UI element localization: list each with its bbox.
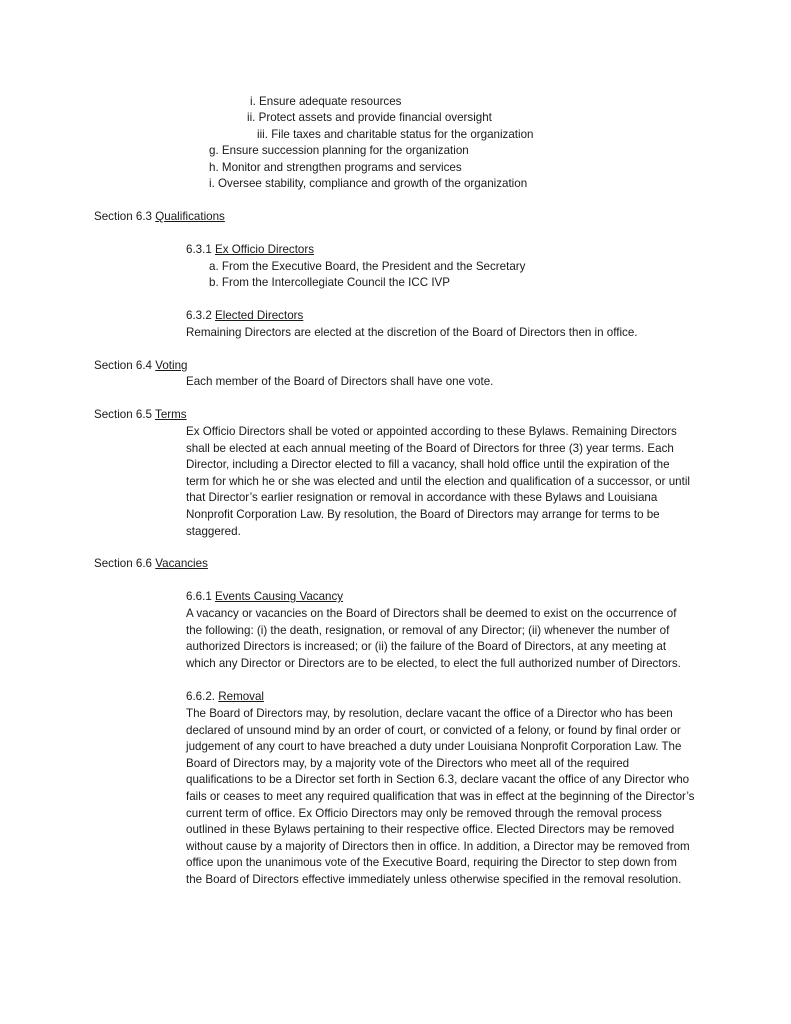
paragraph-line: qualifications to be a Director set forth in Section 6.3, declare vacant the office of any Director who [186, 773, 690, 787]
paragraph-line: The Board of Directors may, by resolution, declare vacant the office of a Director who has been [186, 707, 673, 720]
list-item: a. From the Executive Board, the President and the Secretary [209, 260, 526, 273]
terms-paragraph [186, 424, 706, 540]
list-item: i. Oversee stability, compliance and growth of the organization [209, 177, 528, 190]
paragraph-line: shall be elected at each annual meeting of the Board of Directors for three (3) year terms. Each [186, 441, 674, 455]
removal-paragraph [186, 706, 706, 889]
paragraph-line: that Director’s earlier resignation or removal in accordance with these Bylaws and Louisiana [186, 491, 658, 505]
paragraph-line: Board of Directors may, by a majority vote of the Directors who meet all of the required [186, 756, 630, 770]
paragraph-line: A vacancy or vacancies on the Board of Directors shall be deemed to exist on the occurrence of [186, 607, 677, 620]
paragraph-line: Ex Officio Directors shall be voted or appointed according to these Bylaws. Remaining Directors [186, 425, 677, 438]
list-item: b. From the Intercollegiate Council the ICC IVP [209, 276, 451, 289]
paragraph-line: staggered. [186, 524, 241, 538]
paragraph-line: without cause by a majority of Directors then in office. In addition, a Director may be removed from [186, 839, 690, 853]
paragraph-line: term for which he or she was elected and until the election and qualification of a successor, or until [186, 474, 690, 488]
section-heading-6-3: Section 6.3 Qualifications [94, 210, 225, 223]
paragraph-line: which any Director or Directors are to be elected, to elect the full authorized number of Directors. [186, 656, 681, 670]
paragraph-line: Remaining Directors are elected at the discretion of the Board of Directors then in office. [186, 326, 638, 339]
subsection-heading-6-6-2: 6.6.2. Removal [186, 690, 264, 703]
list-item: i. Ensure adequate resources [250, 95, 402, 108]
list-item: h. Monitor and strengthen programs and services [209, 161, 462, 174]
subsection-heading-6-6-1: 6.6.1 Events Causing Vacancy [186, 590, 344, 603]
section-heading-6-6: Section 6.6 Vacancies [94, 557, 208, 570]
list-item: g. Ensure succession planning for the organization [209, 144, 469, 157]
section-heading-6-5: Section 6.5 Terms [94, 408, 187, 421]
paragraph-line: Nonprofit Corporation Law. By resolution, the Board of Directors may arrange for terms to be [186, 507, 660, 521]
paragraph-line: fails or ceases to meet any required qualification that was in effect at the beginning of the Director’s [186, 789, 695, 803]
section-heading-6-4: Section 6.4 Voting [94, 359, 188, 372]
paragraph-line: declared of unsound mind by an order of court, or convicted of a felony, or found by final order or [186, 723, 681, 737]
paragraph-line: Each member of the Board of Directors shall have one vote. [186, 375, 494, 388]
paragraph-line: office upon the unanimous vote of the Executive Board, requiring the Director to step down from [186, 856, 677, 870]
list-item: iii. File taxes and charitable status for the organization [257, 128, 534, 141]
paragraph-line: current term of office. Ex Officio Directors may only be removed through the removal process [186, 806, 662, 820]
vacancy-paragraph [186, 606, 706, 672]
paragraph-line: the Board of Directors effective immediately unless otherwise specified in the removal resolution. [186, 872, 682, 886]
list-item: ii. Protect assets and provide financial oversight [247, 111, 492, 124]
paragraph-line: outlined in these Bylaws pertaining to their respective office. Elected Directors may be removed [186, 823, 675, 837]
paragraph-line: Director, including a Director elected to fill a vacancy, shall hold office until the expiration of the [186, 458, 670, 472]
paragraph-line: the following: (i) the death, resignation, or removal of any Director; (ii) whenever the number of [186, 623, 670, 637]
paragraph-line: judgement of any court to have breached a duty under Louisiana Nonprofit Corporation Law. The [186, 740, 682, 754]
subsection-heading-6-3-1: 6.3.1 Ex Officio Directors [186, 243, 315, 256]
paragraph-line: authorized Directors is increased; or (ii) the failure of the Board of Directors, at any meeting at [186, 640, 667, 654]
subsection-heading-6-3-2: 6.3.2 Elected Directors [186, 309, 304, 322]
